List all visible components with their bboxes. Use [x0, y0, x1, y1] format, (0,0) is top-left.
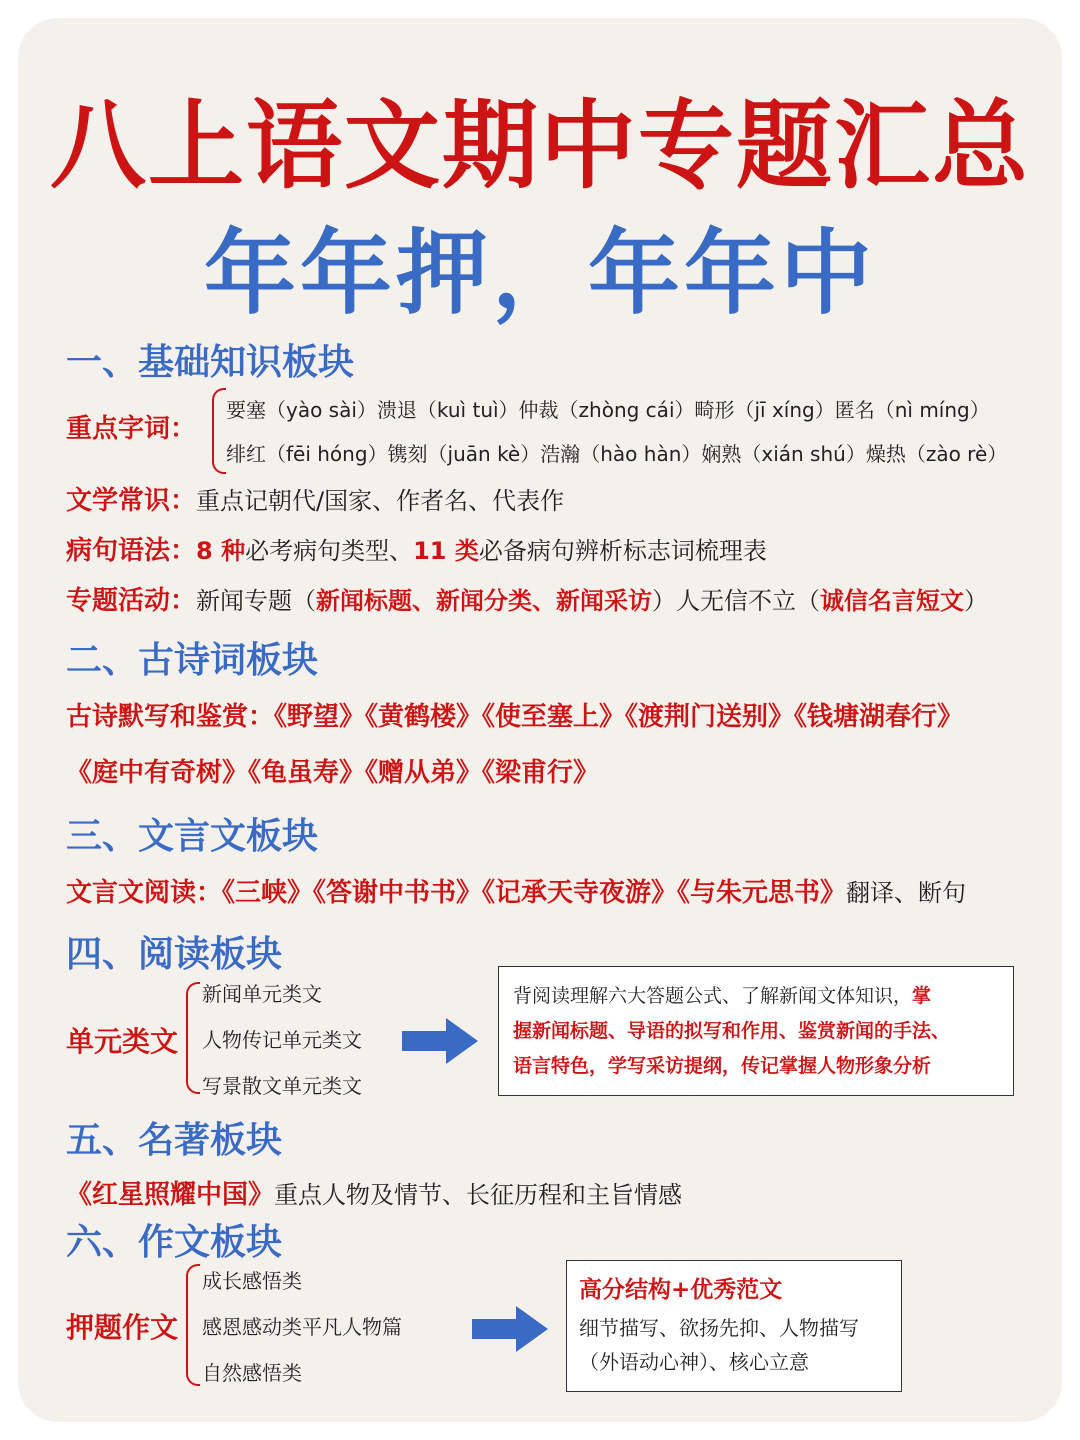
grammar-row — [66, 530, 767, 567]
classics-book: 《红星照耀中国》 — [66, 1180, 275, 1210]
activity-label: 专题活动： — [66, 586, 197, 616]
reading-tip-plain: 背阅读理解六大答题公式、了解新闻文体知识， — [513, 985, 913, 1007]
reading-tip-box — [498, 966, 1014, 1096]
classical-suffix: 翻译、断句 — [846, 879, 967, 907]
activity-red-1: 新闻标题、新闻分类、新闻采访 — [316, 587, 653, 615]
reading-item-3: 写景散文单元类文 — [202, 1074, 362, 1098]
section-heading-poetry: 二、古诗词板块 — [66, 640, 319, 681]
page-subtitle: 年年押，年年中 — [203, 220, 876, 327]
brace-writing — [186, 1264, 200, 1386]
writing-tip-title: 高分结构+优秀范文 — [579, 1277, 783, 1303]
classical-titles: 《三峡》《答谢中书书》《记承天寺夜游》《与朱元思书》 — [222, 878, 847, 908]
reading-tip-red-2: 握新闻标题、导语的拟写和作用、鉴赏新闻的手法、 — [513, 1020, 951, 1042]
poetry-row-1 — [66, 696, 963, 733]
writing-item-2: 感恩感动类平凡人物篇 — [202, 1315, 402, 1339]
poetry-label: 古诗默写和鉴赏： — [66, 702, 275, 732]
literature-text: 重点记朝代/国家、作者名、代表作 — [196, 487, 565, 515]
writing-label: 押题作文 — [66, 1311, 179, 1344]
literature-row — [66, 480, 564, 517]
grammar-num-1: 8 种 — [196, 537, 246, 565]
section-heading-writing: 六、作文板块 — [66, 1222, 283, 1263]
section-heading-basics: 一、基础知识板块 — [66, 342, 355, 383]
reading-tip-red-1: 掌 — [912, 985, 932, 1007]
grammar-text-2: 必备病句辨析标志词梳理表 — [478, 537, 767, 565]
writing-item-1: 成长感悟类 — [202, 1269, 302, 1293]
activity-text-1: 新闻专题（ — [196, 587, 317, 615]
writing-tip-line-2: （外语动心神）、核心立意 — [579, 1350, 809, 1374]
classics-row — [66, 1174, 682, 1211]
writing-tip-line-1: 细节描写、欲扬先抑、人物描写 — [579, 1316, 859, 1340]
key-chars-line-2: 绯红（fēi hóng）镌刻（juān kè）浩瀚（hào hàn）娴熟（xián shú）燥热（zào rè） — [226, 442, 1008, 466]
reading-item-1: 新闻单元类文 — [202, 982, 322, 1006]
activity-text-3: ） — [964, 587, 989, 615]
brace-key-chars — [212, 388, 226, 474]
literature-label: 文学常识： — [66, 486, 197, 516]
grammar-label: 病句语法： — [66, 536, 197, 566]
poetry-titles-1: 《野望》《黄鹤楼》《使至塞上》《渡荆门送别》《钱塘湖春行》 — [274, 702, 964, 732]
page-title: 八上语文期中专题汇总 — [50, 90, 1030, 202]
grammar-text-1: 必考病句类型、 — [245, 537, 414, 565]
arrow-right-icon — [472, 1306, 548, 1352]
key-chars-label: 重点字词： — [66, 414, 197, 444]
section-heading-classical: 三、文言文板块 — [66, 816, 319, 857]
writing-tip-box — [566, 1260, 902, 1392]
writing-item-3: 自然感悟类 — [202, 1361, 302, 1385]
section-heading-classics: 五、名著板块 — [66, 1120, 283, 1161]
grammar-num-2: 11 类 — [413, 537, 479, 565]
classical-label: 文言文阅读： — [66, 878, 223, 908]
reading-item-2: 人物传记单元类文 — [202, 1028, 362, 1052]
classical-row — [66, 872, 966, 909]
arrow-right-icon — [402, 1018, 478, 1064]
reading-tip-red-3: 语言特色，学写采访提纲，传记掌握人物形象分析 — [513, 1055, 932, 1077]
activity-text-2: ）人无信不立（ — [652, 587, 821, 615]
classics-text: 重点人物及情节、长征历程和主旨情感 — [274, 1181, 683, 1209]
reading-label: 单元类文 — [66, 1025, 179, 1058]
section-heading-reading: 四、阅读板块 — [66, 934, 283, 975]
activity-row — [66, 580, 988, 617]
poetry-titles-2: 《庭中有奇树》《龟虽寿》《赠从弟》《梁甫行》 — [66, 758, 600, 788]
brace-reading — [186, 982, 200, 1094]
activity-red-2: 诚信名言短文 — [820, 587, 965, 615]
key-chars-line-1: 要塞（yào sài）溃退（kuì tuì）仲裁（zhòng cái）畸形（jī xíng）匿名（nì míng） — [226, 398, 990, 422]
